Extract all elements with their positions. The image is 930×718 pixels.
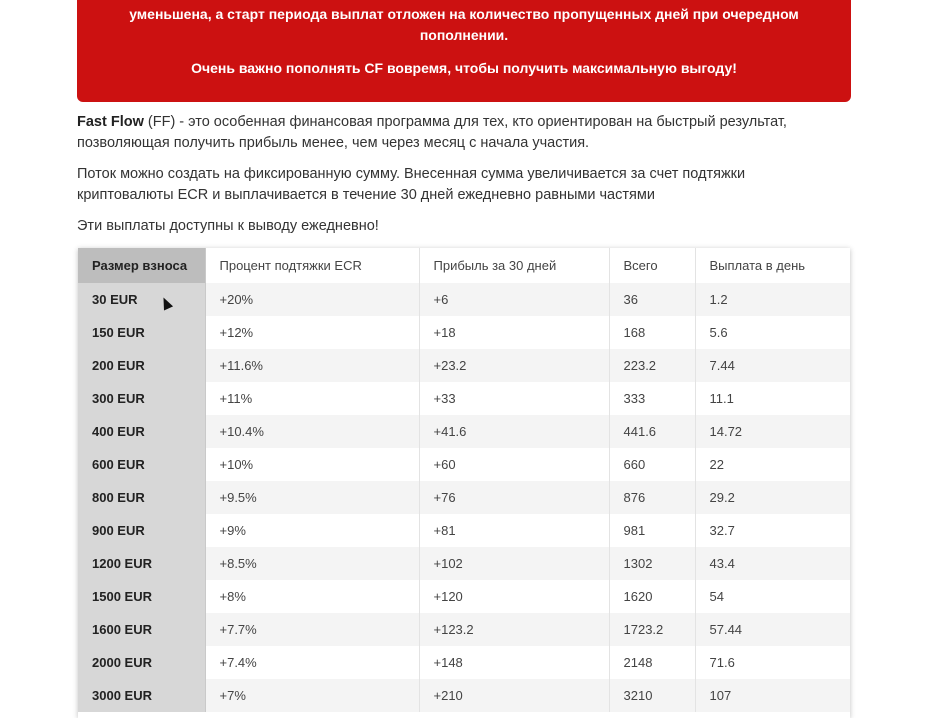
- daily-payout-cell: 1.2: [695, 283, 850, 316]
- daily-payout-cell: 57.44: [695, 613, 850, 646]
- table-row: [78, 448, 850, 481]
- daily-payout-cell: 54: [695, 580, 850, 613]
- ecr-percent-cell: +8%: [205, 580, 419, 613]
- total-cell: 981: [609, 514, 695, 547]
- contribution-cell: 300 EUR: [78, 382, 205, 415]
- table-row: [78, 481, 850, 514]
- contribution-cell: 2000 EUR: [78, 646, 205, 679]
- total-cell: 333: [609, 382, 695, 415]
- table-row: [78, 349, 850, 382]
- ecr-percent-cell: +11%: [205, 382, 419, 415]
- table-row: [78, 382, 850, 415]
- contribution-cell: 1200 EUR: [78, 547, 205, 580]
- table-row: [78, 547, 850, 580]
- total-cell: 223.2: [609, 349, 695, 382]
- intro-paragraph-1-line-2: позволяющая получить прибыль менее, чем через месяц с начала участия.: [77, 135, 590, 151]
- intro-paragraph-2-line-2: криптовалюты ECR и выплачивается в течение 30 дней ежедневно равными частями: [77, 187, 655, 203]
- profit-cell: +76: [419, 481, 609, 514]
- profit-cell: +41.6: [419, 415, 609, 448]
- ecr-percent-cell: +12%: [205, 316, 419, 349]
- contribution-cell: 30 EUR: [78, 283, 205, 316]
- total-cell: 1723.2: [609, 613, 695, 646]
- warning-text-line-2: пополнении.: [419, 27, 509, 43]
- profit-cell: +120: [419, 580, 609, 613]
- daily-payout-cell: 71.6: [695, 646, 850, 679]
- intro-paragraph-1-text: (FF) - это особенная финансовая программа для тех, кто ориентирован на быстрый результат,: [143, 114, 787, 130]
- intro-paragraph-3: Эти выплаты доступны к выводу ежедневно!: [77, 218, 379, 234]
- daily-payout-cell: 5.6: [695, 316, 850, 349]
- column-header-contribution: Размер взноса: [78, 248, 205, 283]
- profit-cell: +102: [419, 547, 609, 580]
- table-row: [78, 580, 850, 613]
- profit-cell: +81: [419, 514, 609, 547]
- ecr-percent-cell: +20%: [205, 283, 419, 316]
- profit-cell: +148: [419, 646, 609, 679]
- intro-paragraph-2-line-1: Поток можно создать на фиксированную сумму. Внесенная сумма увеличивается за счет подтяжки: [77, 166, 746, 182]
- ecr-percent-cell: +11.6%: [205, 349, 419, 382]
- profit-cell: +210: [419, 679, 609, 712]
- ecr-percent-cell: +7.4%: [205, 646, 419, 679]
- total-cell: 1620: [609, 580, 695, 613]
- profit-cell: +23.2: [419, 349, 609, 382]
- fast-flow-table: [78, 248, 850, 718]
- ecr-percent-cell: +10%: [205, 448, 419, 481]
- ecr-percent-cell: +7%: [205, 679, 419, 712]
- daily-payout-cell: 32.7: [695, 514, 850, 547]
- column-header-profit-30-days: Прибыль за 30 дней: [419, 248, 609, 283]
- ecr-percent-cell: +8.5%: [205, 547, 419, 580]
- daily-payout-cell: 22: [695, 448, 850, 481]
- daily-payout-cell: 11.1: [695, 382, 850, 415]
- total-cell: 168: [609, 316, 695, 349]
- table-row: [78, 646, 850, 679]
- profit-cell: +18: [419, 316, 609, 349]
- intro-paragraph-1: [77, 112, 787, 154]
- profit-cell: +33: [419, 382, 609, 415]
- intro-paragraph-2: [77, 164, 745, 206]
- table-header-row: [78, 248, 850, 283]
- warning-emphasis: Очень важно пополнять CF вовремя, чтобы получить максимальную выгоду!: [191, 60, 737, 76]
- table-row: [78, 415, 850, 448]
- contribution-cell: 600 EUR: [78, 448, 205, 481]
- ecr-percent-cell: +7.7%: [205, 613, 419, 646]
- total-cell: 441.6: [609, 415, 695, 448]
- table-row: [78, 316, 850, 349]
- contribution-cell: 3000 EUR: [78, 679, 205, 712]
- contribution-cell: 1600 EUR: [78, 613, 205, 646]
- contribution-cell: 400 EUR: [78, 415, 205, 448]
- daily-payout-cell: 7.44: [695, 349, 850, 382]
- contribution-cell: 800 EUR: [78, 481, 205, 514]
- total-cell: 2148: [609, 646, 695, 679]
- warning-text-line-1: уменьшена, а старт периода выплат отложен на количество пропущенных дней при очередном: [129, 6, 799, 22]
- profit-cell: +60: [419, 448, 609, 481]
- warning-banner: [77, 0, 851, 102]
- total-cell: 3210: [609, 679, 695, 712]
- total-cell: 876: [609, 481, 695, 514]
- total-cell: 660: [609, 448, 695, 481]
- column-header-ecr-percent: Процент подтяжки ECR: [205, 248, 419, 283]
- table-row: [78, 283, 850, 316]
- total-cell: 1302: [609, 547, 695, 580]
- contribution-cell: 1500 EUR: [78, 580, 205, 613]
- column-header-daily-payout: Выплата в день: [709, 258, 806, 273]
- profit-cell: +123.2: [419, 613, 609, 646]
- contribution-cell: 200 EUR: [78, 349, 205, 382]
- ecr-percent-cell: +10.4%: [205, 415, 419, 448]
- profit-cell: +6: [419, 283, 609, 316]
- table-row: [78, 679, 850, 712]
- program-name: Fast Flow: [77, 114, 144, 130]
- table-row: [78, 613, 850, 646]
- contribution-cell: 900 EUR: [78, 514, 205, 547]
- table-row: [78, 514, 850, 547]
- contribution-cell: 150 EUR: [78, 316, 205, 349]
- daily-payout-cell: 43.4: [695, 547, 850, 580]
- daily-payout-cell: 14.72: [695, 415, 850, 448]
- daily-payout-cell: 29.2: [695, 481, 850, 514]
- ecr-percent-cell: +9.5%: [205, 481, 419, 514]
- daily-payout-cell: 107: [695, 679, 850, 712]
- ecr-percent-cell: +9%: [205, 514, 419, 547]
- column-header-total: Всего: [609, 248, 695, 283]
- total-cell: 36: [609, 283, 695, 316]
